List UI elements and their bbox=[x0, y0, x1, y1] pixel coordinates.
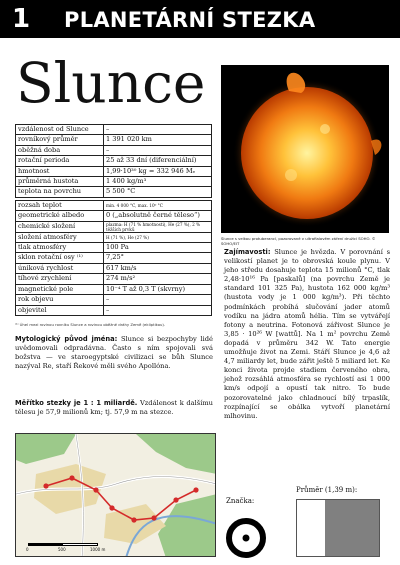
property-row bbox=[16, 211, 212, 221]
property-label: úniková rychlost bbox=[16, 263, 104, 273]
property-value: min. 4 000 °C, max. 10⁶ °C bbox=[104, 200, 212, 210]
property-value: 1 400 kg/m³ bbox=[104, 177, 212, 187]
property-row bbox=[16, 187, 212, 197]
property-value: – bbox=[104, 295, 212, 305]
property-row bbox=[16, 135, 212, 145]
property-row bbox=[16, 274, 212, 284]
property-value: – bbox=[104, 125, 212, 135]
property-value: 1 391 020 km bbox=[104, 135, 212, 145]
property-row bbox=[16, 295, 212, 305]
property-row bbox=[16, 305, 212, 315]
property-value: 617 km/s bbox=[104, 263, 212, 273]
property-label: magnetické pole bbox=[16, 284, 104, 294]
property-value: 274 m/s² bbox=[104, 274, 212, 284]
property-label: hmotnost bbox=[16, 166, 104, 176]
property-label: chemické složení bbox=[16, 221, 104, 232]
property-value: plazma: H (71 % hmotnosti), He (27 %), 2 % těžších prvků bbox=[104, 221, 212, 232]
trail-map bbox=[15, 433, 216, 557]
stop-number: 1 bbox=[12, 4, 31, 34]
property-row bbox=[16, 125, 212, 135]
map-stop-marker bbox=[93, 487, 98, 492]
scale-label-start: 0 bbox=[26, 547, 29, 552]
scale-text: Vzdálenost k dalšímu tělesu je 57,9 milionů km; tj. 57,9 m na stezce. bbox=[15, 399, 213, 417]
property-row bbox=[16, 253, 212, 263]
property-row bbox=[16, 284, 212, 294]
map-stop-marker bbox=[131, 517, 136, 522]
property-value: 0 („absolutně černé těleso“) bbox=[104, 211, 212, 221]
sun-model-fill bbox=[325, 500, 380, 557]
property-label: objevitel bbox=[16, 305, 104, 315]
sun-symbol-icon bbox=[224, 516, 268, 560]
property-row bbox=[16, 221, 212, 232]
scale-paragraph bbox=[15, 399, 213, 417]
map-stop-marker bbox=[109, 505, 114, 510]
scale-label-end: 1000 m bbox=[90, 547, 106, 552]
property-row bbox=[16, 200, 212, 210]
table-footnote: ⁽¹⁾ Úhel mezi rovinou rovníku Slunce a rovinou oběžné dráhy Země (ekliptikou). bbox=[15, 322, 166, 327]
property-label: průměrná hustota bbox=[16, 177, 104, 187]
properties-table bbox=[15, 124, 212, 316]
facts-heading: Zajímavosti: bbox=[224, 248, 271, 256]
property-label: rotační perioda bbox=[16, 156, 104, 166]
property-row bbox=[16, 145, 212, 155]
map-stop-marker bbox=[43, 483, 48, 488]
header-bar bbox=[0, 0, 400, 38]
property-value: 10⁻⁴ T až 0,3 T (skvrny) bbox=[104, 284, 212, 294]
property-value: 25 až 33 dní (diferenciální) bbox=[104, 156, 212, 166]
property-label: sklon rotační osy ⁽¹⁾ bbox=[16, 253, 104, 263]
property-value: – bbox=[104, 305, 212, 315]
property-value: 5 500 °C bbox=[104, 187, 212, 197]
sun-photo bbox=[221, 65, 389, 233]
mythology-heading: Mytologický původ jména: bbox=[15, 335, 118, 343]
property-value: H (71 %), He (27 %) bbox=[104, 232, 212, 242]
property-value: 100 Pa bbox=[104, 243, 212, 253]
map-stop-marker bbox=[193, 487, 198, 492]
property-row bbox=[16, 177, 212, 187]
diameter-label: Průměr (1,39 m): bbox=[296, 486, 358, 494]
scale-bar-graphic bbox=[28, 543, 98, 546]
scale-label-mid: 500 bbox=[58, 547, 66, 552]
property-label: rovníkový průměr bbox=[16, 135, 104, 145]
map-scale-bar bbox=[20, 542, 110, 554]
property-label: geometrické albedo bbox=[16, 211, 104, 221]
map-stop-marker bbox=[173, 497, 178, 502]
property-row bbox=[16, 243, 212, 253]
mythology-paragraph bbox=[15, 335, 213, 371]
map-stop-marker bbox=[69, 475, 74, 480]
facts-paragraph bbox=[224, 248, 390, 421]
property-row bbox=[16, 166, 212, 176]
property-label: teplota na povrchu bbox=[16, 187, 104, 197]
photo-caption: Slunce s velkou protuberancí, pozorované v ultrafialovém záření družicí SOHO. © SOHO/EIT bbox=[221, 236, 376, 246]
property-label: tlak atmosféry bbox=[16, 243, 104, 253]
property-label: oběžná doba bbox=[16, 145, 104, 155]
map-stop-marker bbox=[151, 515, 156, 520]
property-label: vzdálenost od Slunce bbox=[16, 125, 104, 135]
page-title: Slunce bbox=[16, 51, 206, 115]
property-label: rok objevu bbox=[16, 295, 104, 305]
property-label: složení atmosféry bbox=[16, 232, 104, 242]
property-row bbox=[16, 232, 212, 242]
property-value: – bbox=[104, 145, 212, 155]
sun-diameter-model bbox=[296, 499, 380, 557]
property-row bbox=[16, 263, 212, 273]
property-value: 7,25° bbox=[104, 253, 212, 263]
mythology-text: Slunce si bezpochyby lidé uvědomovali odpradávna. Často s ním spojovali svá božstva — ve staroegyptské civilizaci se bůh Slunce nazýval Re, staří Řekové měli svého Apollóna. bbox=[15, 335, 213, 371]
property-row bbox=[16, 156, 212, 166]
property-label: rozsah teplot bbox=[16, 200, 104, 210]
map-graphic bbox=[16, 434, 216, 557]
symbol-label: Značka: bbox=[226, 497, 255, 505]
scale-heading: Měřítko stezky je 1 : 1 miliardě. bbox=[15, 399, 138, 407]
facts-text: Slunce je hvězda. V porovnání s velikostí planet je to obrovská koule plynu. V jeho středu dosahuje teplota 15 milionů °C, tlak 2,48·10¹⁶ Pa [paskalů] (na povrchu Země je standard 101 325 Pa), hustota 162 000 kg/m³ (hustota vody je 1 000 kg/m³). Při těchto podmínkách probíhá slučování jader atomů vodíku na jádra atomů hélia. Tím se vytvářejí fotony a neutrina. Fotonová zářivost Slunce je 3,85 · 10²⁶ W [wattů]. Na 1 m² povrchu Země dopadá v průměru 342 W. Tato energie umožňuje život na Zemi. Stáří Slunce je 4,6 až 4,7 miliardy let, bude zářit ještě 5 miliard let. Ke konci života projde stadiem červeného obra, jehož rozsáhlá atmosféra se rychlostí asi 1 000 km/s odpojí a opustí tak nitro. To bude pozorovatelné jako chladnoucí bílý trpaslík, rozpínající se obálka vytvoří planetární mlhovinu. bbox=[224, 248, 390, 420]
header-title: PLANETÁRNÍ STEZKA bbox=[64, 8, 316, 32]
property-value: 1,99·10³⁰ kg = 332 946 Mₑ bbox=[104, 166, 212, 176]
property-label: tíhové zrychlení bbox=[16, 274, 104, 284]
